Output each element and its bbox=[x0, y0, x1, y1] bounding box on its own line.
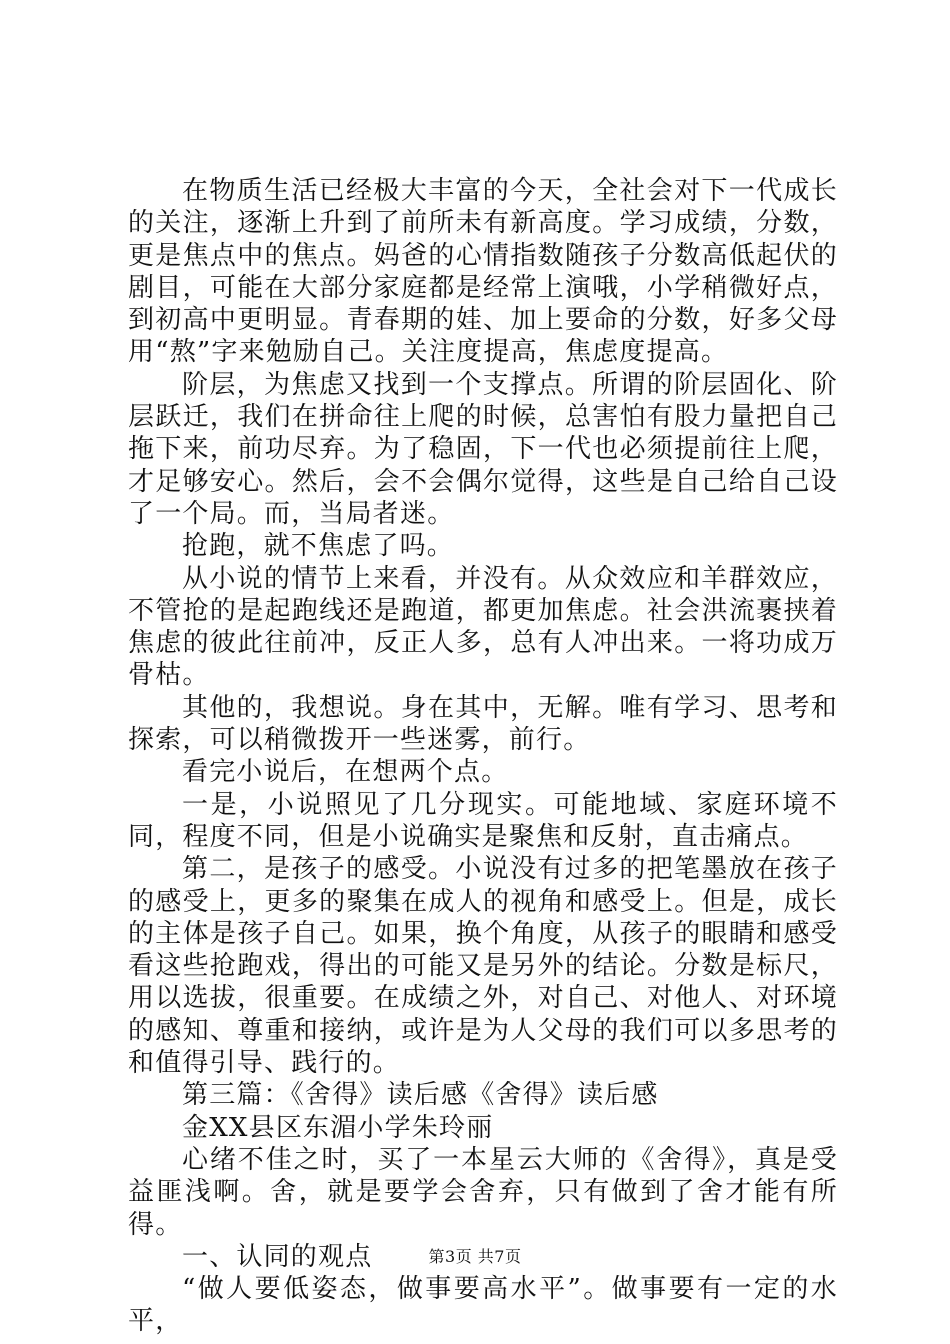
section-title: 第三篇：《舍得》读后感《舍得》读后感 bbox=[182, 1080, 659, 1111]
paragraph: 在物质生活已经极大丰富的今天，全社会对下一代成长的关注，逐渐上升到了前所未有新高度。学习成绩，分数，更是焦点中的焦点。妈爸的心情指数随孩子分数高低起伏的剧目，可能在大部分家庭都是经常上演哦，小学稍微好点，到初高中更明显。青春期的娃、加上要命的分数，好多父母用“熬”字来勉励自己。关注度提高，焦虑度提高。 bbox=[128, 176, 838, 368]
paragraph: “做人要低姿态，做事要高水平”。做事要有一定的水平， bbox=[128, 1274, 838, 1337]
paragraph: 抢跑，就不焦虑了吗。 bbox=[182, 531, 455, 562]
paragraph: 第二，是孩子的感受。小说没有过多的把笔墨放在孩子的感受上，更多的聚集在成人的视角和感受上。但是，成长的主体是孩子自己。如果，换个角度，从孩子的眼睛和感受看这些抢跑戏，得出的可能又是另外的结论。分数是标尺，用以选拔，很重要。在成绩之外，对自己、对他人、对环境的感知、尊重和接纳，或许是为人父母的我们可以多思考的和值得引导、践行的。 bbox=[128, 854, 838, 1079]
author-line: 金XX县区东湄小学朱玲丽 bbox=[182, 1112, 494, 1143]
page-footer: 第3页 共7页 bbox=[428, 1247, 522, 1266]
paragraph: 看完小说后，在想两个点。 bbox=[182, 757, 509, 788]
document-body bbox=[128, 175, 838, 1338]
paragraph: 其他的，我想说。身在其中，无解。唯有学习、思考和探索，可以稍微拨开一些迷雾，前行。 bbox=[128, 692, 838, 756]
paragraph: 从小说的情节上来看，并没有。从众效应和羊群效应，不管抢的是起跑线还是跑道，都更加焦虑。社会洪流裹挟着焦虑的彼此往前冲，反正人多，总有人冲出来。一将功成万骨枯。 bbox=[128, 563, 838, 691]
paragraph: 一是，小说照见了几分现实。可能地域、家庭环境不同，程度不同，但是小说确实是聚焦和反射，直击痛点。 bbox=[128, 789, 838, 852]
subheading: 一、认同的观点 bbox=[182, 1241, 373, 1272]
paragraph: 阶层，为焦虑又找到一个支撑点。所谓的阶层固化、阶层跃迁，我们在拼命往上爬的时候，总害怕有股力量把自己拖下来，前功尽弃。为了稳固，下一代也必须提前往上爬，才足够安心。然后，会不会偶尔觉得，这些是自己给自己设了一个局。而，当局者迷。 bbox=[128, 369, 838, 529]
paragraph: 心绪不佳之时，买了一本星云大师的《舍得》，真是受益匪浅啊。舍，就是要学会舍弃，只有做到了舍才能有所得。 bbox=[128, 1144, 838, 1240]
